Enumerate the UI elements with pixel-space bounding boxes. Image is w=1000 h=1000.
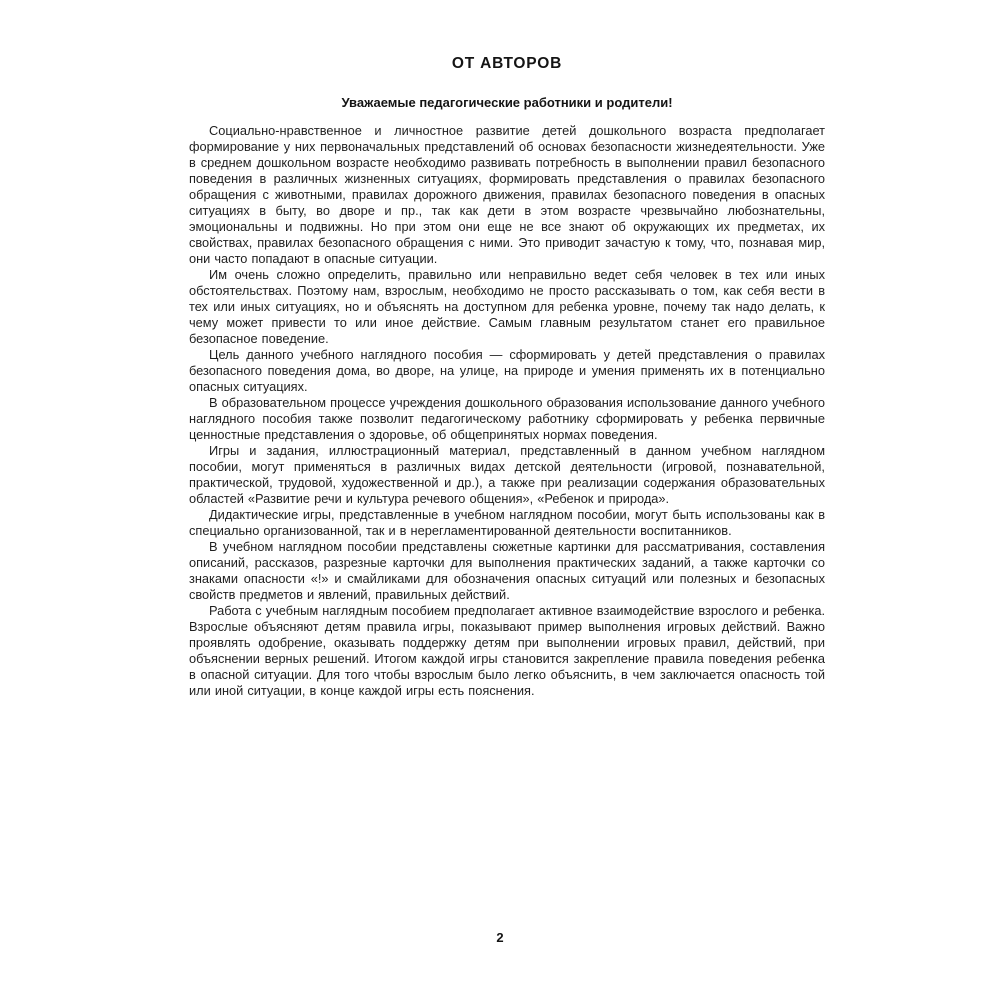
paragraph: В образовательном процессе учреждения дошкольного образования использование данного учебного наглядного пособия также позволит педагогическому работнику сформировать у ребенка первичные ценностные представления о здоровье, об общепринятых нормах поведения. [189, 395, 825, 442]
paragraph: Игры и задания, иллюстрационный материал, представленный в данном учебном наглядном пособии, могут применяться в различных видах детской деятельности (игровой, познавательной, практической, трудовой, художественной и др.), а также при реализации содержания образовательных областей «Развитие речи и культура речевого общения», «Ребенок и природа». [189, 443, 825, 506]
paragraph: Социально-нравственное и личностное развитие детей дошкольного возраста предполагает формирование у них первоначальных представлений об основах безопасности жизнедеятельности. Уже в среднем дошкольном возрасте необходимо развивать потребность в выполнении правил безопасного поведения в различных жизненных ситуациях, формировать представления о правилах безопасного обращения с животными, правилах дорожного движения, правилах безопасного поведения в опасных ситуациях в быту, во дворе и пр., так как дети в этом возрасте чрезвычайно любознательны, эмоциональны и подвижны. Но при этом они еще не все знают об окружающих их предметах, их свойствах, правилах безопасного обращения с ними. Это приводит зачастую к тому, что, познавая мир, они часто попадают в опасные ситуации. [189, 123, 825, 266]
paragraph: В учебном наглядном пособии представлены сюжетные картинки для рассматривания, составления описаний, рассказов, разрезные карточки для выполнения практических заданий, а также карточки со знаками опасности «!» и смайликами для обозначения опасных ситуаций или полезных и безопасных свойств предметов и явлений, правильных действий. [189, 539, 825, 602]
paragraph: Работа с учебным наглядным пособием предполагает активное взаимодействие взрослого и ребенка. Взрослые объясняют детям правила игры, показывают пример выполнения игровых действий. Важно проявлять одобрение, оказывать поддержку детям при выполнении игровых правил, действий, при объяснении верных решений. Итогом каждой игры становится закрепление правила поведения ребенка в опасной ситуации. Для того чтобы взрослым было легко объяснить, в чем заключается опасность той или иной ситуации, в конце каждой игры есть пояснения. [189, 603, 825, 698]
paragraph: Дидактические игры, представленные в учебном наглядном пособии, могут быть использованы как в специально организованной, так и в нерегламентированной деятельности воспитанников. [189, 507, 825, 538]
text-column [189, 0, 825, 699]
page-title: ОТ АВТОРОВ [451, 55, 563, 72]
page-number: 2 [496, 930, 504, 945]
salutation-heading: Уважаемые педагогические работники и родители! [341, 95, 673, 110]
paragraph: Им очень сложно определить, правильно или неправильно ведет себя человек в тех или иных обстоятельствах. Поэтому нам, взрослым, необходимо не просто рассказывать о том, как себя вести в тех или иных ситуациях, но и объяснять на доступном для ребенка уровне, почему так надо делать, к чему может привести то или иное действие. Самым главным результатом станет его правильное безопасное поведение. [189, 267, 825, 346]
paragraph: Цель данного учебного наглядного пособия — сформировать у детей представления о правилах безопасного поведения дома, во дворе, на улице, на природе и умения применять их в потенциально опасных ситуациях. [189, 347, 825, 394]
body-text [189, 110, 825, 699]
